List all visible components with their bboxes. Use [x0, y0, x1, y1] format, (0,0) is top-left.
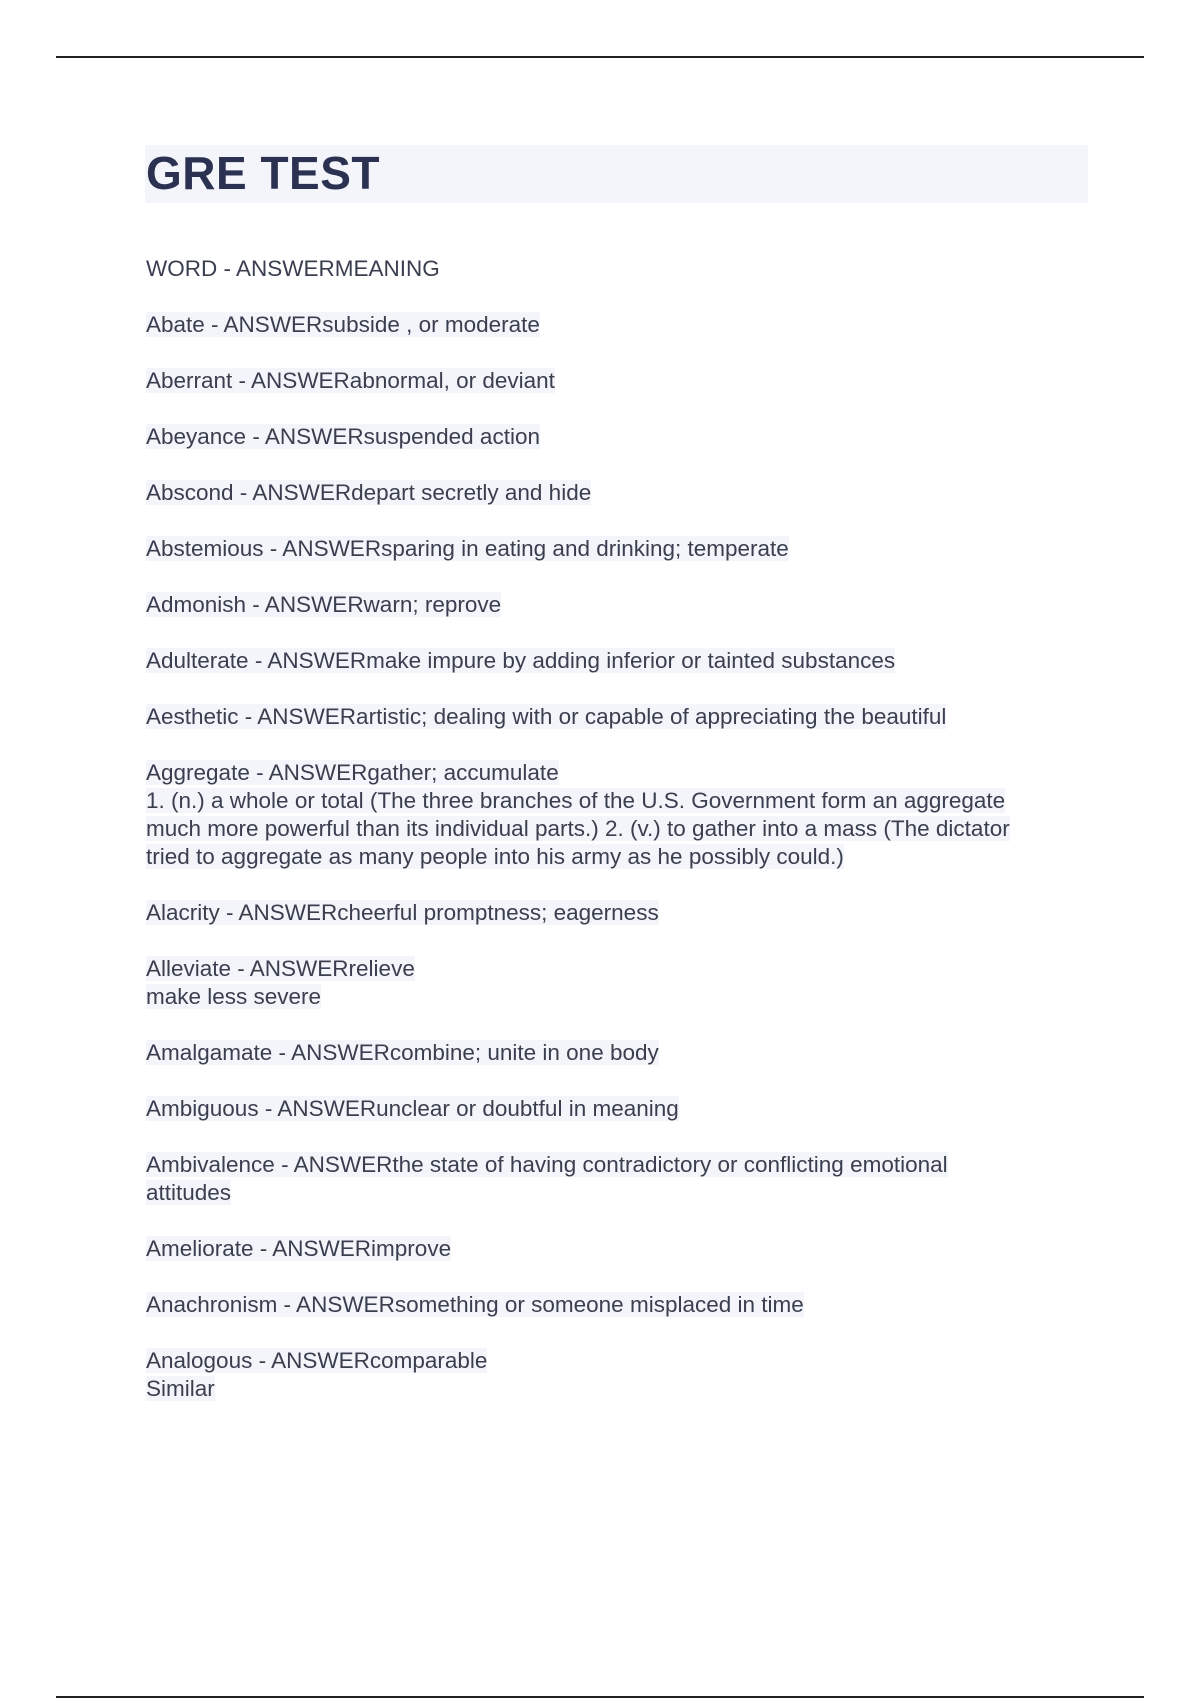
list-item	[146, 647, 1096, 675]
list-item	[146, 1235, 1096, 1263]
entry-line: Ameliorate - ANSWERimprove	[146, 1236, 452, 1261]
list-item	[146, 591, 1096, 619]
entry-line: Analogous - ANSWERcomparable	[146, 1348, 488, 1373]
entry-line: much more powerful than its individual parts.) 2. (v.) to gather into a mass (The dictator	[146, 816, 1010, 841]
list-item	[146, 1039, 1096, 1067]
entry-line: Ambivalence - ANSWERthe state of having contradictory or conflicting emotional	[146, 1152, 948, 1177]
entry-line: attitudes	[146, 1180, 232, 1205]
entry-line: Abate - ANSWERsubside , or moderate	[146, 312, 540, 337]
entry-line: Anachronism - ANSWERsomething or someone misplaced in time	[146, 1292, 804, 1317]
entry-line: Aberrant - ANSWERabnormal, or deviant	[146, 368, 555, 393]
bottom-rule	[56, 1696, 1144, 1698]
entry-line: tried to aggregate as many people into his army as he possibly could.)	[146, 844, 844, 869]
list-item	[146, 367, 1096, 395]
entry-line: Alleviate - ANSWERrelieve	[146, 956, 415, 981]
list-item	[146, 1291, 1096, 1319]
top-rule	[56, 56, 1144, 58]
entry-line: Similar	[146, 1376, 215, 1401]
entry-line: Ambiguous - ANSWERunclear or doubtful in meaning	[146, 1096, 679, 1121]
entry-line: Alacrity - ANSWERcheerful promptness; eagerness	[146, 900, 659, 925]
list-item	[146, 899, 1096, 927]
entry-line: 1. (n.) a whole or total (The three branches of the U.S. Government form an aggregate	[146, 788, 1006, 813]
entry-line: Amalgamate - ANSWERcombine; unite in one body	[146, 1040, 659, 1065]
list-item	[146, 703, 1096, 731]
list-item	[146, 1151, 1096, 1207]
entry-line: Abscond - ANSWERdepart secretly and hide	[146, 480, 592, 505]
list-item	[146, 955, 1096, 1011]
entry-line: Admonish - ANSWERwarn; reprove	[146, 592, 502, 617]
entry-line: Abstemious - ANSWERsparing in eating and drinking; temperate	[146, 536, 789, 561]
entry-line: WORD - ANSWERMEANING	[146, 256, 440, 281]
document-title: GRE TEST	[146, 147, 381, 199]
list-item	[146, 535, 1096, 563]
entry-line: Aggregate - ANSWERgather; accumulate	[146, 760, 559, 785]
list-item	[146, 423, 1096, 451]
list-item	[146, 479, 1096, 507]
list-header	[146, 255, 1096, 283]
entry-line: Adulterate - ANSWERmake impure by adding inferior or tainted substances	[146, 648, 896, 673]
list-item	[146, 1095, 1096, 1123]
list-item	[146, 311, 1096, 339]
entry-line: Aesthetic - ANSWERartistic; dealing with or capable of appreciating the beautiful	[146, 704, 947, 729]
flashcard-list	[146, 255, 1096, 1431]
list-item	[146, 759, 1096, 871]
entry-line: Abeyance - ANSWERsuspended action	[146, 424, 540, 449]
entry-line: make less severe	[146, 984, 322, 1009]
list-item	[146, 1347, 1096, 1403]
